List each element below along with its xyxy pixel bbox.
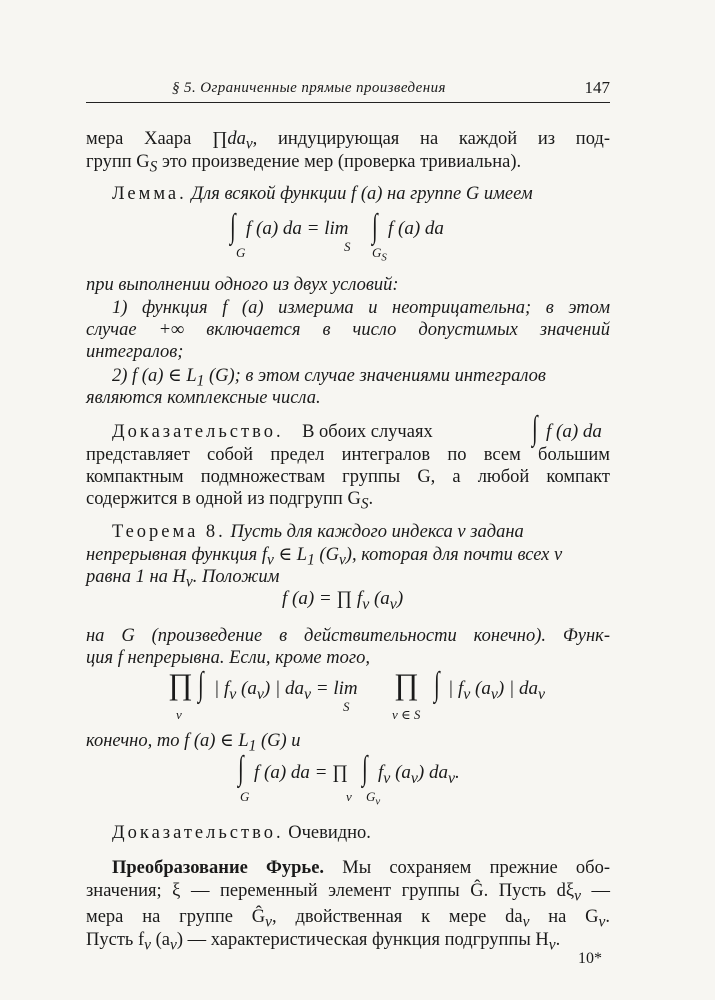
text-line: равна 1 на $H_v$. Положим [86, 567, 280, 591]
theorem-statement: Теорема 8. Пусть для каждого индекса v задана [112, 522, 524, 542]
running-header [86, 74, 610, 103]
theorem-formula-2: ∏ ∫ | $f_v$ $(a_v)$ | $da_v = \lim$ ∏ ∫ | $f_v$ $(a_v)$ | $da_v$ v S v ∈ S [168, 666, 545, 722]
proof-head: Доказательство. В обоих случаях [112, 422, 433, 442]
text-line: при выполнении одного из двух условий: [86, 275, 399, 295]
signature-mark: 10* [578, 950, 602, 967]
proof-head: Доказательство. Очевидно. [112, 823, 371, 843]
theorem-formula-1: f (a) = ∏ $f_v$ $(a_v)$ [282, 588, 404, 613]
section-title: § 5. Ограниченные прямые произведения [172, 80, 446, 96]
lemma-statement: Лемма. Для всякой функции f (a) на группе G имеем [112, 184, 533, 204]
integral-sign: ∫ [238, 750, 244, 787]
text-line: содержится в одной из подгрупп $G_S$. [86, 489, 374, 513]
text-line: Пусть $f_v$ $(a_v)$ — характеристическая функция подгруппы $H_v$. [86, 930, 561, 954]
text-line: представляет собой предел интегралов по всем большим [86, 445, 610, 465]
product-sign: ∏ [394, 668, 419, 701]
text-line: конечно, то f (a) ∈ $L_1$ (G) и [86, 731, 301, 755]
text-line: ция f непрерывна. Если, кроме того, [86, 648, 370, 668]
integral-sign: ∫ [372, 208, 378, 245]
text-line: являются комплексные числа. [86, 388, 321, 408]
product-sign: ∏ [168, 668, 193, 701]
inline-integral: ∫ f (a) da [532, 410, 602, 447]
condition-2: 2) f (a) ∈ $L_1$ (G); в этом случае значениями интегралов [112, 366, 546, 390]
fourier-heading: Преобразование Фурье. Мы сохраняем прежние обо- [112, 858, 610, 878]
page-number: 147 [584, 78, 610, 97]
theorem-formula-3: ∫ f (a) da = ∏ ∫ $f_v$ $(a_v)$ $da_v$. G v $G_v$ [238, 750, 460, 808]
text-line: случае +∞ включается в число допустимых значений [86, 320, 610, 340]
integral-sign: ∫ [198, 666, 204, 703]
text-line: мера на группе $Ĝ_v$, двойственная к мере $da_v$ на $G_v$. [86, 907, 610, 931]
condition-1: 1) функция f (a) измерима и неотрицательна; в этом [112, 298, 610, 318]
text-line: групп $G_S$ это произведение мер (проверка тривиальна). [86, 152, 522, 176]
integral-sign: ∫ [362, 750, 368, 787]
text-line: мера Хаара $\prod da_v$, индуцирующая на каждой из под- [86, 129, 610, 153]
text-line: значения; ξ — переменный элемент группы Ĝ. Пусть $d\xi_v$ — [86, 881, 610, 905]
text-line: непрерывная функция $f_v$ ∈ $L_1$ $(G_v)$, которая для почти всех v [86, 545, 563, 569]
text-line: на G (произведение в действительности конечно). Функ- [86, 626, 610, 646]
integral-sign: ∫ [532, 410, 538, 447]
text-line: компактным подмножествам группы G, а любой компакт [86, 467, 610, 487]
lemma-formula: ∫ f (a) da = lim ∫ f (a) da G S $G_S$ [230, 208, 444, 264]
text-line: интегралов; [86, 342, 184, 362]
integral-sign: ∫ [230, 208, 236, 245]
integral-sign: ∫ [434, 666, 440, 703]
